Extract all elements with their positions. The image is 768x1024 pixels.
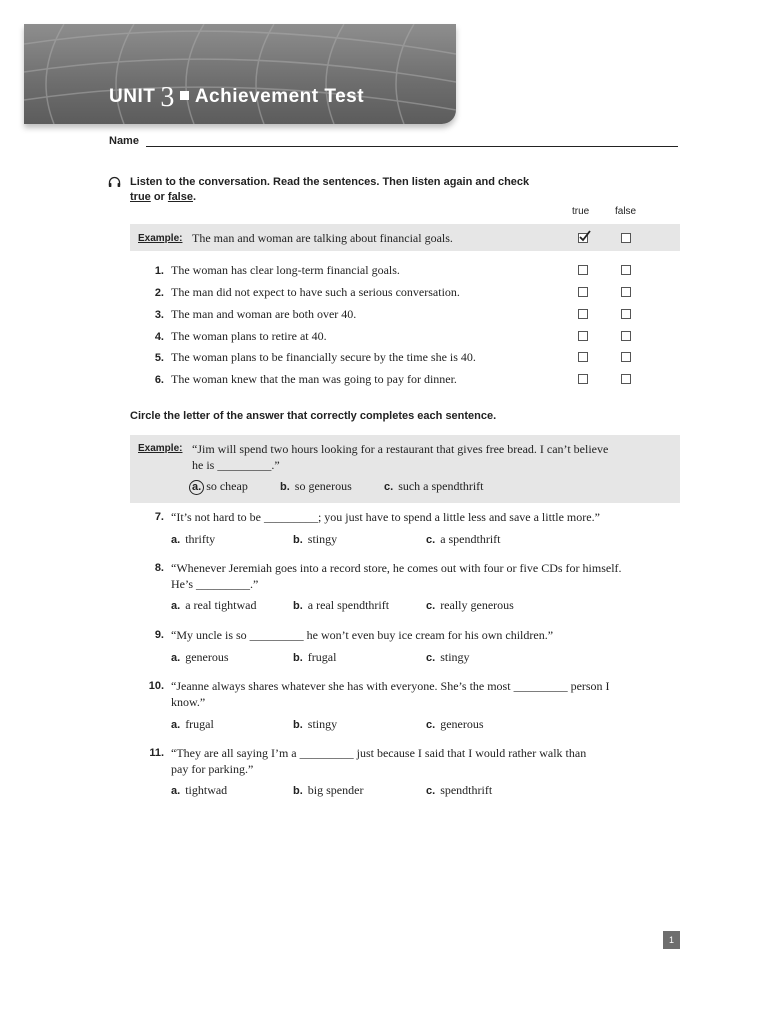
- item-1-false-checkbox[interactable]: [621, 265, 631, 275]
- item-text: The man did not expect to have such a serious conversation.: [171, 285, 460, 299]
- test-title-text: Achievement Test: [194, 86, 365, 107]
- question-text: “Jeanne always shares whatever she has with everyone. She’s the most _________ person I know.”: [171, 679, 610, 709]
- question-text: “Whenever Jeremiah goes into a record store, he comes out with four or five CDs for himself. He’s _________.”: [171, 561, 622, 591]
- instruction-true-word: true: [130, 191, 151, 203]
- item-5-false-checkbox[interactable]: [621, 352, 631, 362]
- question-7-option-a[interactable]: a. thrifty: [171, 532, 216, 546]
- item-4-false-checkbox[interactable]: [621, 331, 631, 341]
- item-number: 4.: [154, 331, 164, 343]
- headphones-icon: [108, 176, 121, 188]
- question-9-option-a[interactable]: a. generous: [171, 650, 229, 664]
- question-number: 8.: [154, 562, 164, 574]
- circled-answer-letter: a.: [189, 480, 204, 495]
- item-text: The woman knew that the man was going to pay for dinner.: [171, 372, 457, 386]
- item-3-true-checkbox[interactable]: [578, 309, 588, 319]
- item-2-true-checkbox[interactable]: [578, 287, 588, 297]
- question-10-option-c[interactable]: c. generous: [426, 717, 484, 731]
- name-field[interactable]: [146, 146, 678, 147]
- checkmark-icon: [579, 230, 591, 242]
- section1-instruction-line1: Listen to the conversation. Read the sentences. Then listen again and check: [130, 176, 530, 188]
- example2-label: Example:: [138, 443, 183, 454]
- example-false-checkbox[interactable]: [621, 233, 631, 243]
- question-text: “It’s not hard to be _________; you just have to spend a little less and save a little more.”: [171, 510, 600, 524]
- item-text: The woman plans to be financially secure by the time she is 40.: [171, 350, 476, 364]
- item-number: 5.: [154, 352, 164, 364]
- question-11-option-c[interactable]: c. spendthrift: [426, 783, 493, 797]
- section1-instructions: Listen to the conversation. Read the sentences. Then listen again and check true or false.: [130, 176, 530, 203]
- item-number: 2.: [154, 287, 164, 299]
- question-number: 9.: [154, 629, 164, 641]
- question-text: “My uncle is so _________ he won’t even buy ice cream for his own children.”: [171, 628, 554, 642]
- example-label: Example:: [138, 233, 183, 244]
- question-8-option-a[interactable]: a. a real tightwad: [171, 598, 257, 612]
- item-6-true-checkbox[interactable]: [578, 374, 588, 384]
- item-5-true-checkbox[interactable]: [578, 352, 588, 362]
- item-2-false-checkbox[interactable]: [621, 287, 631, 297]
- example-text: The man and woman are talking about financial goals.: [192, 231, 453, 245]
- item-3-false-checkbox[interactable]: [621, 309, 631, 319]
- instruction-false-word: false: [167, 191, 193, 203]
- question-10-option-a[interactable]: a. frugal: [171, 717, 214, 731]
- item-number: 6.: [154, 374, 164, 386]
- question-7-option-b[interactable]: b. stingy: [293, 532, 338, 546]
- item-text: The woman has clear long-term financial goals.: [171, 263, 400, 277]
- example2-option-a[interactable]: a. so cheap: [189, 479, 248, 495]
- example-true-checkbox[interactable]: [578, 233, 588, 243]
- unit-label: UNIT: [109, 86, 156, 107]
- question-9-option-b[interactable]: b. frugal: [293, 650, 337, 664]
- question-10-option-b[interactable]: b. stingy: [293, 717, 338, 731]
- item-number: 1.: [154, 265, 164, 277]
- item-text: The man and woman are both over 40.: [171, 307, 357, 321]
- item-number: 3.: [154, 309, 164, 321]
- question-number: 7.: [154, 511, 164, 523]
- example2-option-c[interactable]: c. such a spendthrift: [384, 479, 484, 493]
- test-title: [109, 82, 364, 114]
- item-1-true-checkbox[interactable]: [578, 265, 588, 275]
- item-text: The woman plans to retire at 40.: [171, 329, 327, 343]
- page-number: 1: [663, 931, 680, 949]
- example2-option-b[interactable]: b. so generous: [280, 479, 352, 493]
- name-label: Name: [109, 135, 139, 147]
- question-8-option-c[interactable]: c. really generous: [426, 598, 514, 612]
- question-11-option-a[interactable]: a. tightwad: [171, 783, 228, 797]
- question-number: 10.: [148, 680, 164, 692]
- column-header-true: true: [572, 206, 590, 217]
- section2-instructions: Circle the letter of the answer that correctly completes each sentence.: [130, 410, 497, 422]
- question-11-option-b[interactable]: b. big spender: [293, 783, 364, 797]
- unit-number: 3: [160, 82, 175, 113]
- unit-header-banner: [24, 24, 456, 124]
- item-6-false-checkbox[interactable]: [621, 374, 631, 384]
- column-header-false: false: [615, 206, 637, 217]
- title-bullet: [180, 91, 189, 100]
- question-number: 11.: [149, 747, 164, 759]
- question-8-option-b[interactable]: b. a real spendthrift: [293, 598, 390, 612]
- question-9-option-c[interactable]: c. stingy: [426, 650, 470, 664]
- example2-text: “Jim will spend two hours looking for a restaurant that gives free bread. I can’t believe he is _________.”: [192, 442, 609, 472]
- question-text: “They are all saying I’m a _________ just because I said that I would rather walk than pay for parking.”: [171, 746, 587, 776]
- question-7-option-c[interactable]: c. a spendthrift: [426, 532, 501, 546]
- item-4-true-checkbox[interactable]: [578, 331, 588, 341]
